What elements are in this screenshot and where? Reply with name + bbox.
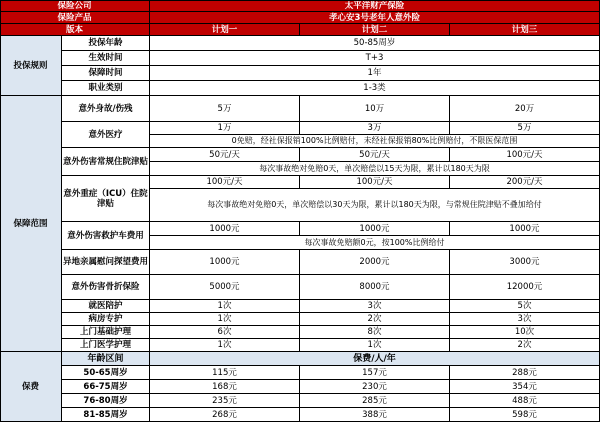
service-value: 1次 — [150, 339, 300, 352]
family-visit-fee-value: 3000元 — [450, 250, 600, 275]
service-label: 上门基础护理 — [62, 326, 150, 339]
underwriting-value: T+3 — [150, 51, 600, 66]
premium-value: 285元 — [300, 394, 450, 408]
underwriting-label: 投保年龄 — [62, 36, 150, 51]
underwriting-label: 保障时间 — [62, 66, 150, 81]
plan-header-2: 计划二 — [300, 24, 450, 36]
section-coverage: 保障范围 — [0, 96, 62, 352]
premium-value: 235元 — [150, 394, 300, 408]
accidental-medical-value: 1万 — [150, 122, 300, 135]
accidental-death-label: 意外身故/伤残 — [62, 96, 150, 122]
premium-value: 268元 — [150, 408, 300, 422]
accidental-medical-value: 5万 — [450, 122, 600, 135]
hospital-allowance-value: 50元/天 — [150, 148, 300, 162]
premium-value: 488元 — [450, 394, 600, 408]
premium-value: 288元 — [450, 366, 600, 380]
family-visit-fee-value: 2000元 — [300, 250, 450, 275]
service-value: 2次 — [450, 339, 600, 352]
accidental-death-value: 20万 — [450, 96, 600, 122]
service-value: 1次 — [150, 313, 300, 326]
premium-value: 354元 — [450, 380, 600, 394]
fracture-benefit-value: 8000元 — [300, 275, 450, 300]
premium-value: 115元 — [150, 366, 300, 380]
fracture-benefit-value: 12000元 — [450, 275, 600, 300]
icu-allowance-value: 100元/天 — [300, 176, 450, 189]
underwriting-label: 生效时间 — [62, 51, 150, 66]
premium-value: 157元 — [300, 366, 450, 380]
hospital-allowance-label: 意外伤害常规住院津贴 — [62, 148, 150, 176]
premium-value: 388元 — [300, 408, 450, 422]
accidental-medical-value: 3万 — [300, 122, 450, 135]
service-value: 8次 — [300, 326, 450, 339]
icu-allowance-value: 200元/天 — [450, 176, 600, 189]
hospital-allowance-value: 100元/天 — [450, 148, 600, 162]
hospital-allowance-value: 50元/天 — [300, 148, 450, 162]
icu-allowance-note: 每次事故绝对免赔0天，单次赔偿以30天为限，累计以180天为限，与常规住院津贴不叠加给付 — [150, 189, 600, 222]
age-range: 50-65周岁 — [62, 366, 150, 380]
plan-header-3: 计划三 — [450, 24, 600, 36]
service-value: 6次 — [150, 326, 300, 339]
fracture-benefit-value: 5000元 — [150, 275, 300, 300]
section-underwriting: 投保规则 — [0, 36, 62, 96]
age-range: 76-80周岁 — [62, 394, 150, 408]
underwriting-value: 1-3类 — [150, 81, 600, 96]
family-visit-fee-value: 1000元 — [150, 250, 300, 275]
company-label: 保险公司 — [0, 0, 150, 12]
accidental-medical-label: 意外医疗 — [62, 122, 150, 148]
hospital-allowance-note: 每次事故绝对免赔0天，单次赔偿以15天为限，累计以180天为限 — [150, 162, 600, 176]
age-range: 66-75周岁 — [62, 380, 150, 394]
ambulance-fee-label: 意外伤害救护车费用 — [62, 222, 150, 250]
ambulance-fee-note: 每次事故免赔额0元，按100%比例给付 — [150, 236, 600, 250]
premium-value: 598元 — [450, 408, 600, 422]
ambulance-fee-value: 1000元 — [150, 222, 300, 236]
icu-allowance-label: 意外重症（ICU）住院津贴 — [62, 176, 150, 222]
service-value: 2次 — [300, 313, 450, 326]
plan-header-1: 计划一 — [150, 24, 300, 36]
fracture-benefit-label: 意外伤害骨折保险 — [62, 275, 150, 300]
service-label: 上门医学护理 — [62, 339, 150, 352]
underwriting-value: 50-85周岁 — [150, 36, 600, 51]
underwriting-value: 1年 — [150, 66, 600, 81]
service-label: 就医陪护 — [62, 300, 150, 313]
version-label: 版本 — [0, 24, 150, 36]
icu-allowance-value: 100元/天 — [150, 176, 300, 189]
age-range: 81-85周岁 — [62, 408, 150, 422]
accidental-death-value: 10万 — [300, 96, 450, 122]
premium-unit-header: 保费/人/年 — [150, 352, 600, 366]
product-label: 保险产品 — [0, 12, 150, 24]
service-value: 5次 — [450, 300, 600, 313]
service-label: 病房专护 — [62, 313, 150, 326]
underwriting-label: 职业类别 — [62, 81, 150, 96]
section-premium: 保费 — [0, 352, 62, 422]
product-value: 孝心安3号老年人意外险 — [150, 12, 600, 24]
ambulance-fee-value: 1000元 — [300, 222, 450, 236]
premium-value: 230元 — [300, 380, 450, 394]
service-value: 3次 — [300, 300, 450, 313]
age-range-header: 年龄区间 — [62, 352, 150, 366]
accidental-death-value: 5万 — [150, 96, 300, 122]
company-value: 太平洋财产保险 — [150, 0, 600, 12]
family-visit-fee-label: 异地亲属慰问探望费用 — [62, 250, 150, 275]
accidental-medical-note: 0免赔，经社保报销100%比例赔付，未经社保报销80%比例赔付，不限医保范围 — [150, 135, 600, 148]
ambulance-fee-value: 1000元 — [450, 222, 600, 236]
service-value: 1次 — [150, 300, 300, 313]
service-value: 1次 — [300, 339, 450, 352]
service-value: 3次 — [450, 313, 600, 326]
service-value: 10次 — [450, 326, 600, 339]
premium-value: 168元 — [150, 380, 300, 394]
